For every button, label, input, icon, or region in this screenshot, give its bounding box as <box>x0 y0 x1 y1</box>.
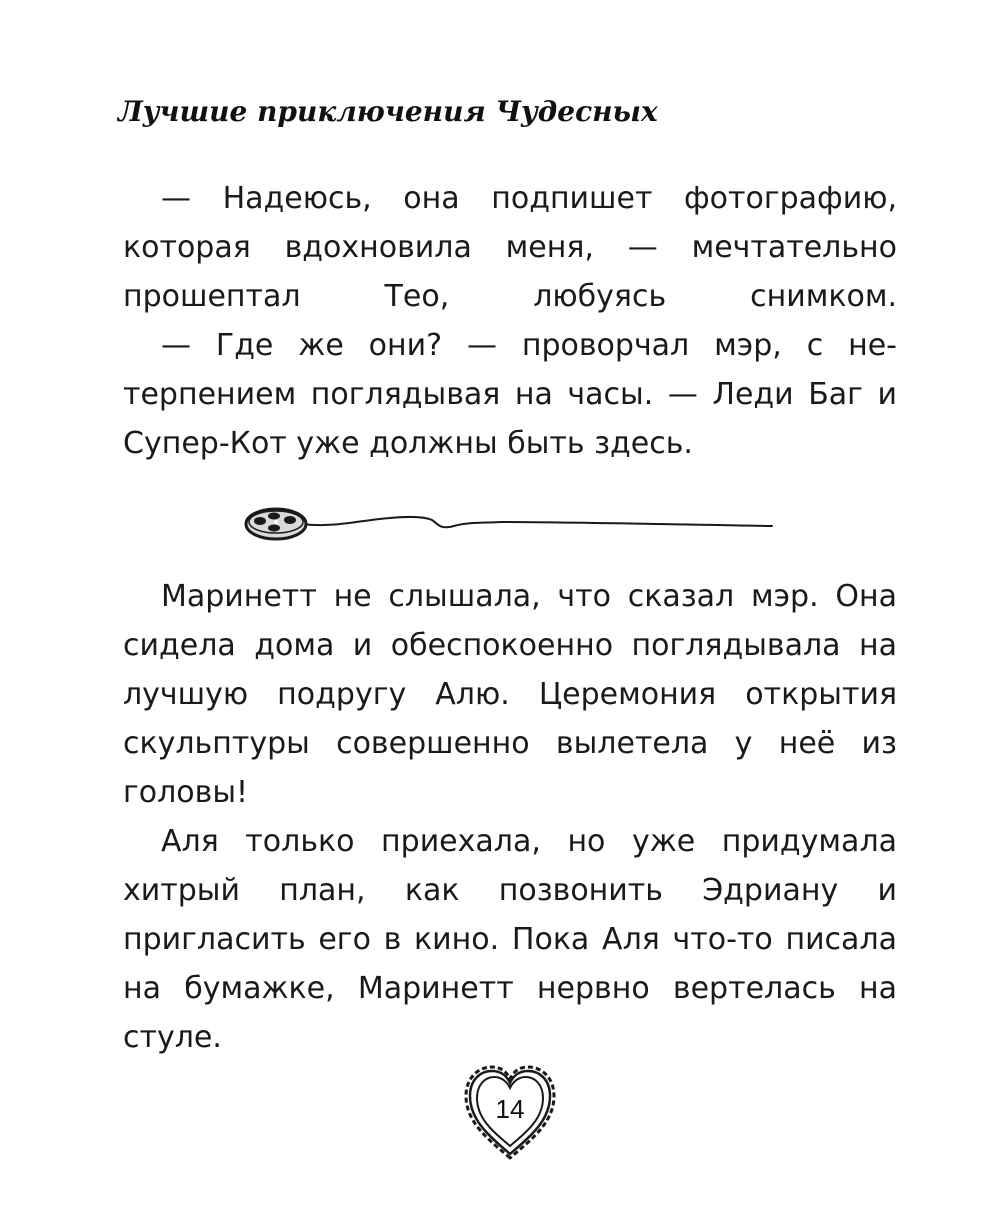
paragraph: Маринетт не слышала, что сказал мэр. Она сидела дома и обеспокоенно поглядывала на лучшую подругу Алю. Церемония открытия скульптуры совершенно вылетела у неё из головы! <box>123 579 897 810</box>
film-reel-divider <box>240 498 780 548</box>
running-head: Лучшие приключения Чудесных <box>118 95 658 128</box>
paragraph: Аля только приехала, но уже придумала хитрый план, как позвонить Эдриану и пригласить его в кино. Пока Аля что-то писала на бумажке, Маринетт нервно вертелась на стуле. <box>123 824 897 1055</box>
page-number-badge <box>462 1062 558 1162</box>
paragraph: — Надеюсь, она подпишет фотографию, которая вдохновила меня, — мечтательно прошептал Тео, любуясь снимком. <box>123 181 897 314</box>
text-block-bottom <box>123 572 897 1062</box>
text-block-top <box>123 174 897 468</box>
film-reel-icon <box>240 498 780 548</box>
page-number: 14 <box>495 1094 525 1124</box>
paragraph: — Где же они? — проворчал мэр, с нетерпением поглядывая на часы. — Леди Баг и Супер-Кот уже должны быть здесь. <box>123 328 897 461</box>
